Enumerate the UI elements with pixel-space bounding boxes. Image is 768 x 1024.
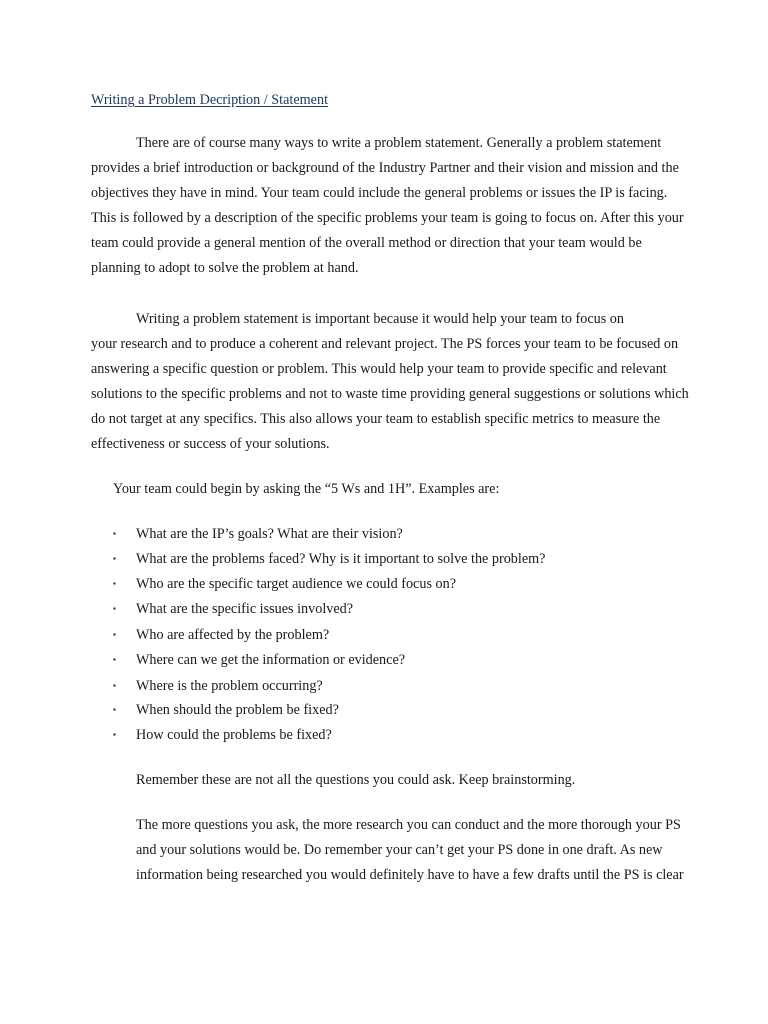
paragraph-3-line: and your solutions would be. Do remember your can’t get your PS done in one draft. As new	[136, 842, 663, 858]
list-item-text: What are the IP’s goals? What are their vision?	[136, 526, 403, 542]
bullet-icon: ▪	[113, 730, 116, 739]
list-item-text: Where can we get the information or evidence?	[136, 652, 406, 668]
paragraph-2-line: solutions to the specific problems and not to waste time providing general suggestions or solutions which	[91, 386, 689, 402]
paragraph-3-line: The more questions you ask, the more research you can conduct and the more thorough your PS	[136, 817, 681, 833]
paragraph-3-line: information being researched you would definitely have to have a few drafts until the PS is clear	[136, 867, 684, 883]
questions-intro: Your team could begin by asking the “5 Ws and 1H”. Examples are:	[113, 481, 500, 497]
list-item-text: Where is the problem occurring?	[136, 678, 323, 694]
paragraph-1-line: objectives they have in mind. Your team could include the general problems or issues the IP is facing.	[91, 185, 668, 201]
bullet-icon: ▪	[113, 655, 116, 664]
list-item-text: Who are affected by the problem?	[136, 627, 330, 643]
paragraph-1-line: planning to adopt to solve the problem at hand.	[91, 260, 359, 276]
bullet-icon: ▪	[113, 681, 116, 690]
bullet-icon: ▪	[113, 529, 116, 538]
paragraph-1-line: There are of course many ways to write a problem statement. Generally a problem statement	[136, 135, 662, 151]
paragraph-1-line: This is followed by a description of the specific problems your team is going to focus on. After this your	[91, 210, 684, 226]
paragraph-2-line: do not target at any specifics. This also allows your team to establish specific metrics to measure the	[91, 411, 661, 427]
paragraph-1-line: team could provide a general mention of the overall method or direction that your team would be	[91, 235, 642, 251]
list-item-text: How could the problems be fixed?	[136, 727, 332, 743]
brainstorm-note: Remember these are not all the questions you could ask. Keep brainstorming.	[136, 772, 576, 788]
bullet-icon: ▪	[113, 554, 116, 563]
list-item-text: What are the specific issues involved?	[136, 601, 354, 617]
paragraph-1-line: provides a brief introduction or background of the Industry Partner and their vision and mission and the	[91, 160, 679, 176]
document-title: Writing a Problem Decription / Statement	[91, 92, 329, 108]
paragraph-2-line: Writing a problem statement is important because it would help your team to focus on	[136, 311, 624, 327]
paragraph-2-line: answering a specific question or problem. This would help your team to provide specific and relevant	[91, 361, 667, 377]
bullet-icon: ▪	[113, 604, 116, 613]
paragraph-2-line: effectiveness or success of your solutions.	[91, 436, 330, 452]
list-item-text: When should the problem be fixed?	[136, 702, 339, 718]
list-item-text: What are the problems faced? Why is it important to solve the problem?	[136, 551, 546, 567]
bullet-icon: ▪	[113, 705, 116, 714]
bullet-icon: ▪	[113, 579, 116, 588]
list-item-text: Who are the specific target audience we could focus on?	[136, 576, 456, 592]
bullet-icon: ▪	[113, 630, 116, 639]
paragraph-2-line: your research and to produce a coherent and relevant project. The PS forces your team to be focused on	[91, 336, 679, 352]
